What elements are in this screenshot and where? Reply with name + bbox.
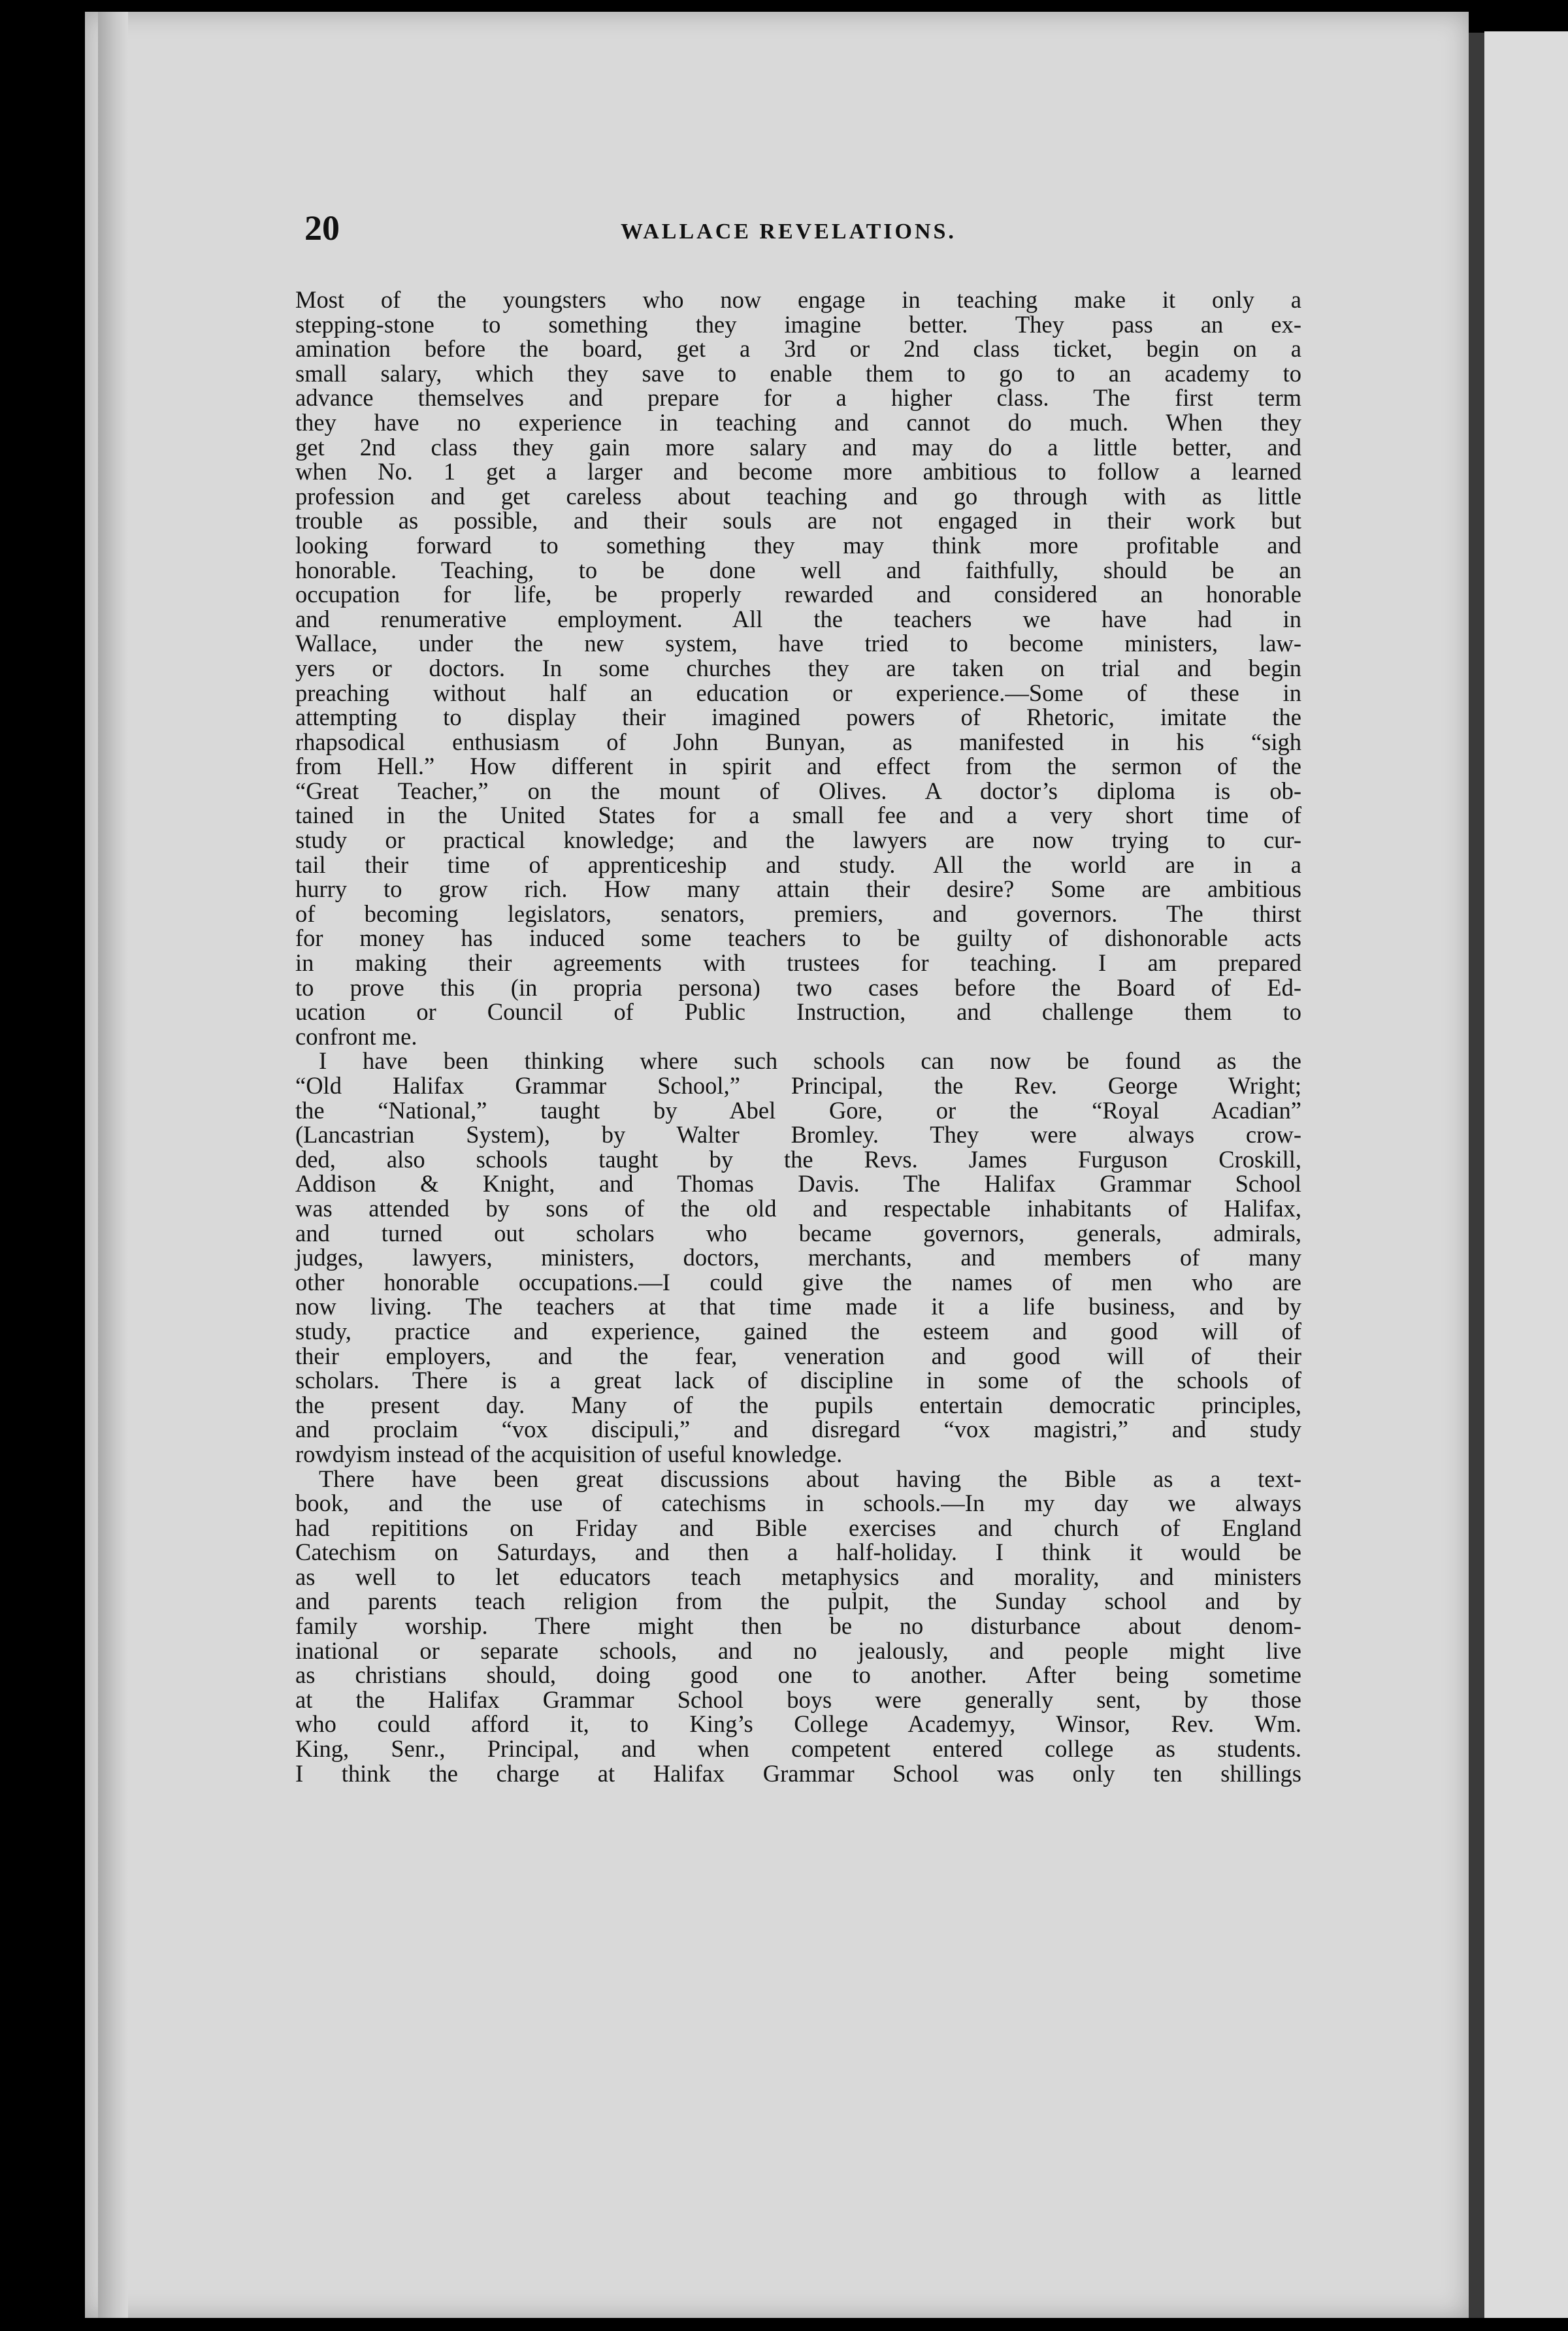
text-line: “Great Teacher,” on the mount of Olives. A doctor’s diploma is ob- [295, 777, 1301, 804]
text-line: stepping-stone to something they imagine better. They pass an ex- [295, 310, 1301, 338]
text-line: and renumerative employment. All the teachers we have had in [295, 605, 1301, 632]
text-line: honorable. Teaching, to be done well and faithfully, should be an [295, 556, 1301, 583]
text-line: yers or doctors. In some churches they are taken on trial and begin [295, 654, 1301, 681]
text-line: tained in the United States for a small fee and a very short time of [295, 802, 1301, 829]
text-line: study, practice and experience, gained the esteem and good will of [295, 1317, 1301, 1345]
text-line: Addison & Knight, and Thomas Davis. The Halifax Grammar School [295, 1170, 1301, 1198]
adjacent-page-edge [1484, 31, 1568, 2318]
text-line: family worship. There might then be no disturbance about denom- [295, 1612, 1301, 1640]
body-text [295, 287, 1301, 1785]
binding-edge [1469, 33, 1484, 2318]
text-line: who could afford it, to King’s College Academyy, Winsor, Rev. Wm. [295, 1710, 1301, 1738]
text-line: I think the charge at Halifax Grammar School was only ten shillings [295, 1759, 1301, 1787]
page-number: 20 [304, 208, 340, 248]
text-line: preaching without half an education or experience.—Some of these in [295, 679, 1301, 706]
text-line: occupation for life, be properly rewarded and considered an honorable [295, 581, 1301, 608]
text-line: for money has induced some teachers to be guilty of dishonorable acts [295, 924, 1301, 952]
text-line: they have no experience in teaching and cannot do much. When they [295, 408, 1301, 436]
text-line: “Old Halifax Grammar School,” Principal, the Rev. George Wright; [295, 1072, 1301, 1099]
text-line: King, Senr., Principal, and when competent entered college as students. [295, 1735, 1301, 1763]
text-line: trouble as possible, and their souls are not engaged in their work but [295, 507, 1301, 534]
text-line: Catechism on Saturdays, and then a half-holiday. I think it would be [295, 1539, 1301, 1566]
text-line: confront me. [295, 1022, 417, 1050]
text-line: book, and the use of catechisms in schools.—In my day we always [295, 1490, 1301, 1517]
text-line: of becoming legislators, senators, premiers, and governors. The thirst [295, 900, 1301, 927]
text-line: from Hell.” How different in spirit and effect from the sermon of the [295, 753, 1301, 780]
text-line: ucation or Council of Public Instruction, and challenge them to [295, 998, 1301, 1026]
page-gutter-shadow [98, 12, 128, 2318]
text-line: their employers, and the fear, veneration and good will of their [295, 1342, 1301, 1369]
text-line: hurry to grow rich. How many attain their desire? Some are ambitious [295, 875, 1301, 903]
text-line: Most of the youngsters who now engage in teaching make it only a [295, 286, 1301, 313]
text-line: when No. 1 get a larger and become more ambitious to follow a learned [295, 458, 1301, 485]
text-line: rowdyism instead of the acquisition of useful knowledge. [295, 1440, 843, 1467]
text-line: as well to let educators teach metaphysics and morality, and ministers [295, 1563, 1301, 1590]
text-line: small salary, which they save to enable them to go to an academy to [295, 359, 1301, 387]
text-line: other honorable occupations.—I could give the names of men who are [295, 1268, 1301, 1296]
text-line: study or practical knowledge; and the lawyers are now trying to cur- [295, 826, 1301, 854]
text-line: I have been thinking where such schools can now be found as the [319, 1047, 1301, 1075]
text-line: profession and get careless about teaching and go through with as little [295, 482, 1301, 510]
text-line: tail their time of apprenticeship and study. All the world are in a [295, 851, 1301, 878]
running-head: WALLACE REVELATIONS. [621, 220, 956, 244]
text-line: in making their agreements with trustees for teaching. I am prepared [295, 949, 1301, 977]
text-line: Wallace, under the new system, have tried to become ministers, law- [295, 630, 1301, 657]
text-line: inational or separate schools, and no jealously, and people might live [295, 1637, 1301, 1664]
text-line: rhapsodical enthusiasm of John Bunyan, as manifested in his “sigh [295, 728, 1301, 755]
text-line: get 2nd class they gain more salary and may do a little better, and [295, 433, 1301, 461]
text-line: judges, lawyers, ministers, doctors, merchants, and members of many [295, 1244, 1301, 1271]
text-line: and turned out scholars who became governors, generals, admirals, [295, 1219, 1301, 1247]
text-line: amination before the board, get a 3rd or 2nd class ticket, begin on a [295, 335, 1301, 363]
text-line: to prove this (in propria persona) two cases before the Board of Ed- [295, 973, 1301, 1001]
text-line: looking forward to something they may think more profitable and [295, 531, 1301, 559]
text-line: was attended by sons of the old and respectable inhabitants of Halifax, [295, 1194, 1301, 1222]
text-line: and proclaim “vox discipuli,” and disregard “vox magistri,” and study [295, 1416, 1301, 1443]
text-line: ded, also schools taught by the Revs. James Furguson Croskill, [295, 1145, 1301, 1173]
text-line: now living. The teachers at that time made it a life business, and by [295, 1293, 1301, 1320]
text-line: the present day. Many of the pupils entertain democratic principles, [295, 1391, 1301, 1418]
text-line: and parents teach religion from the pulpit, the Sunday school and by [295, 1588, 1301, 1615]
text-line: at the Halifax Grammar School boys were generally sent, by those [295, 1686, 1301, 1713]
text-line: the “National,” taught by Abel Gore, or the “Royal Acadian” [295, 1096, 1301, 1124]
text-line: as christians should, doing good one to another. After being sometime [295, 1661, 1301, 1689]
text-line: advance themselves and prepare for a higher class. The first term [295, 384, 1301, 412]
text-line: There have been great discussions about having the Bible as a text- [319, 1465, 1301, 1492]
text-line: (Lancastrian System), by Walter Bromley. They were always crow- [295, 1121, 1301, 1149]
text-line: scholars. There is a great lack of discipline in some of the schools of [295, 1367, 1301, 1394]
text-line: had repititions on Friday and Bible exercises and church of England [295, 1514, 1301, 1541]
text-line: attempting to display their imagined powers of Rhetoric, imitate the [295, 704, 1301, 731]
